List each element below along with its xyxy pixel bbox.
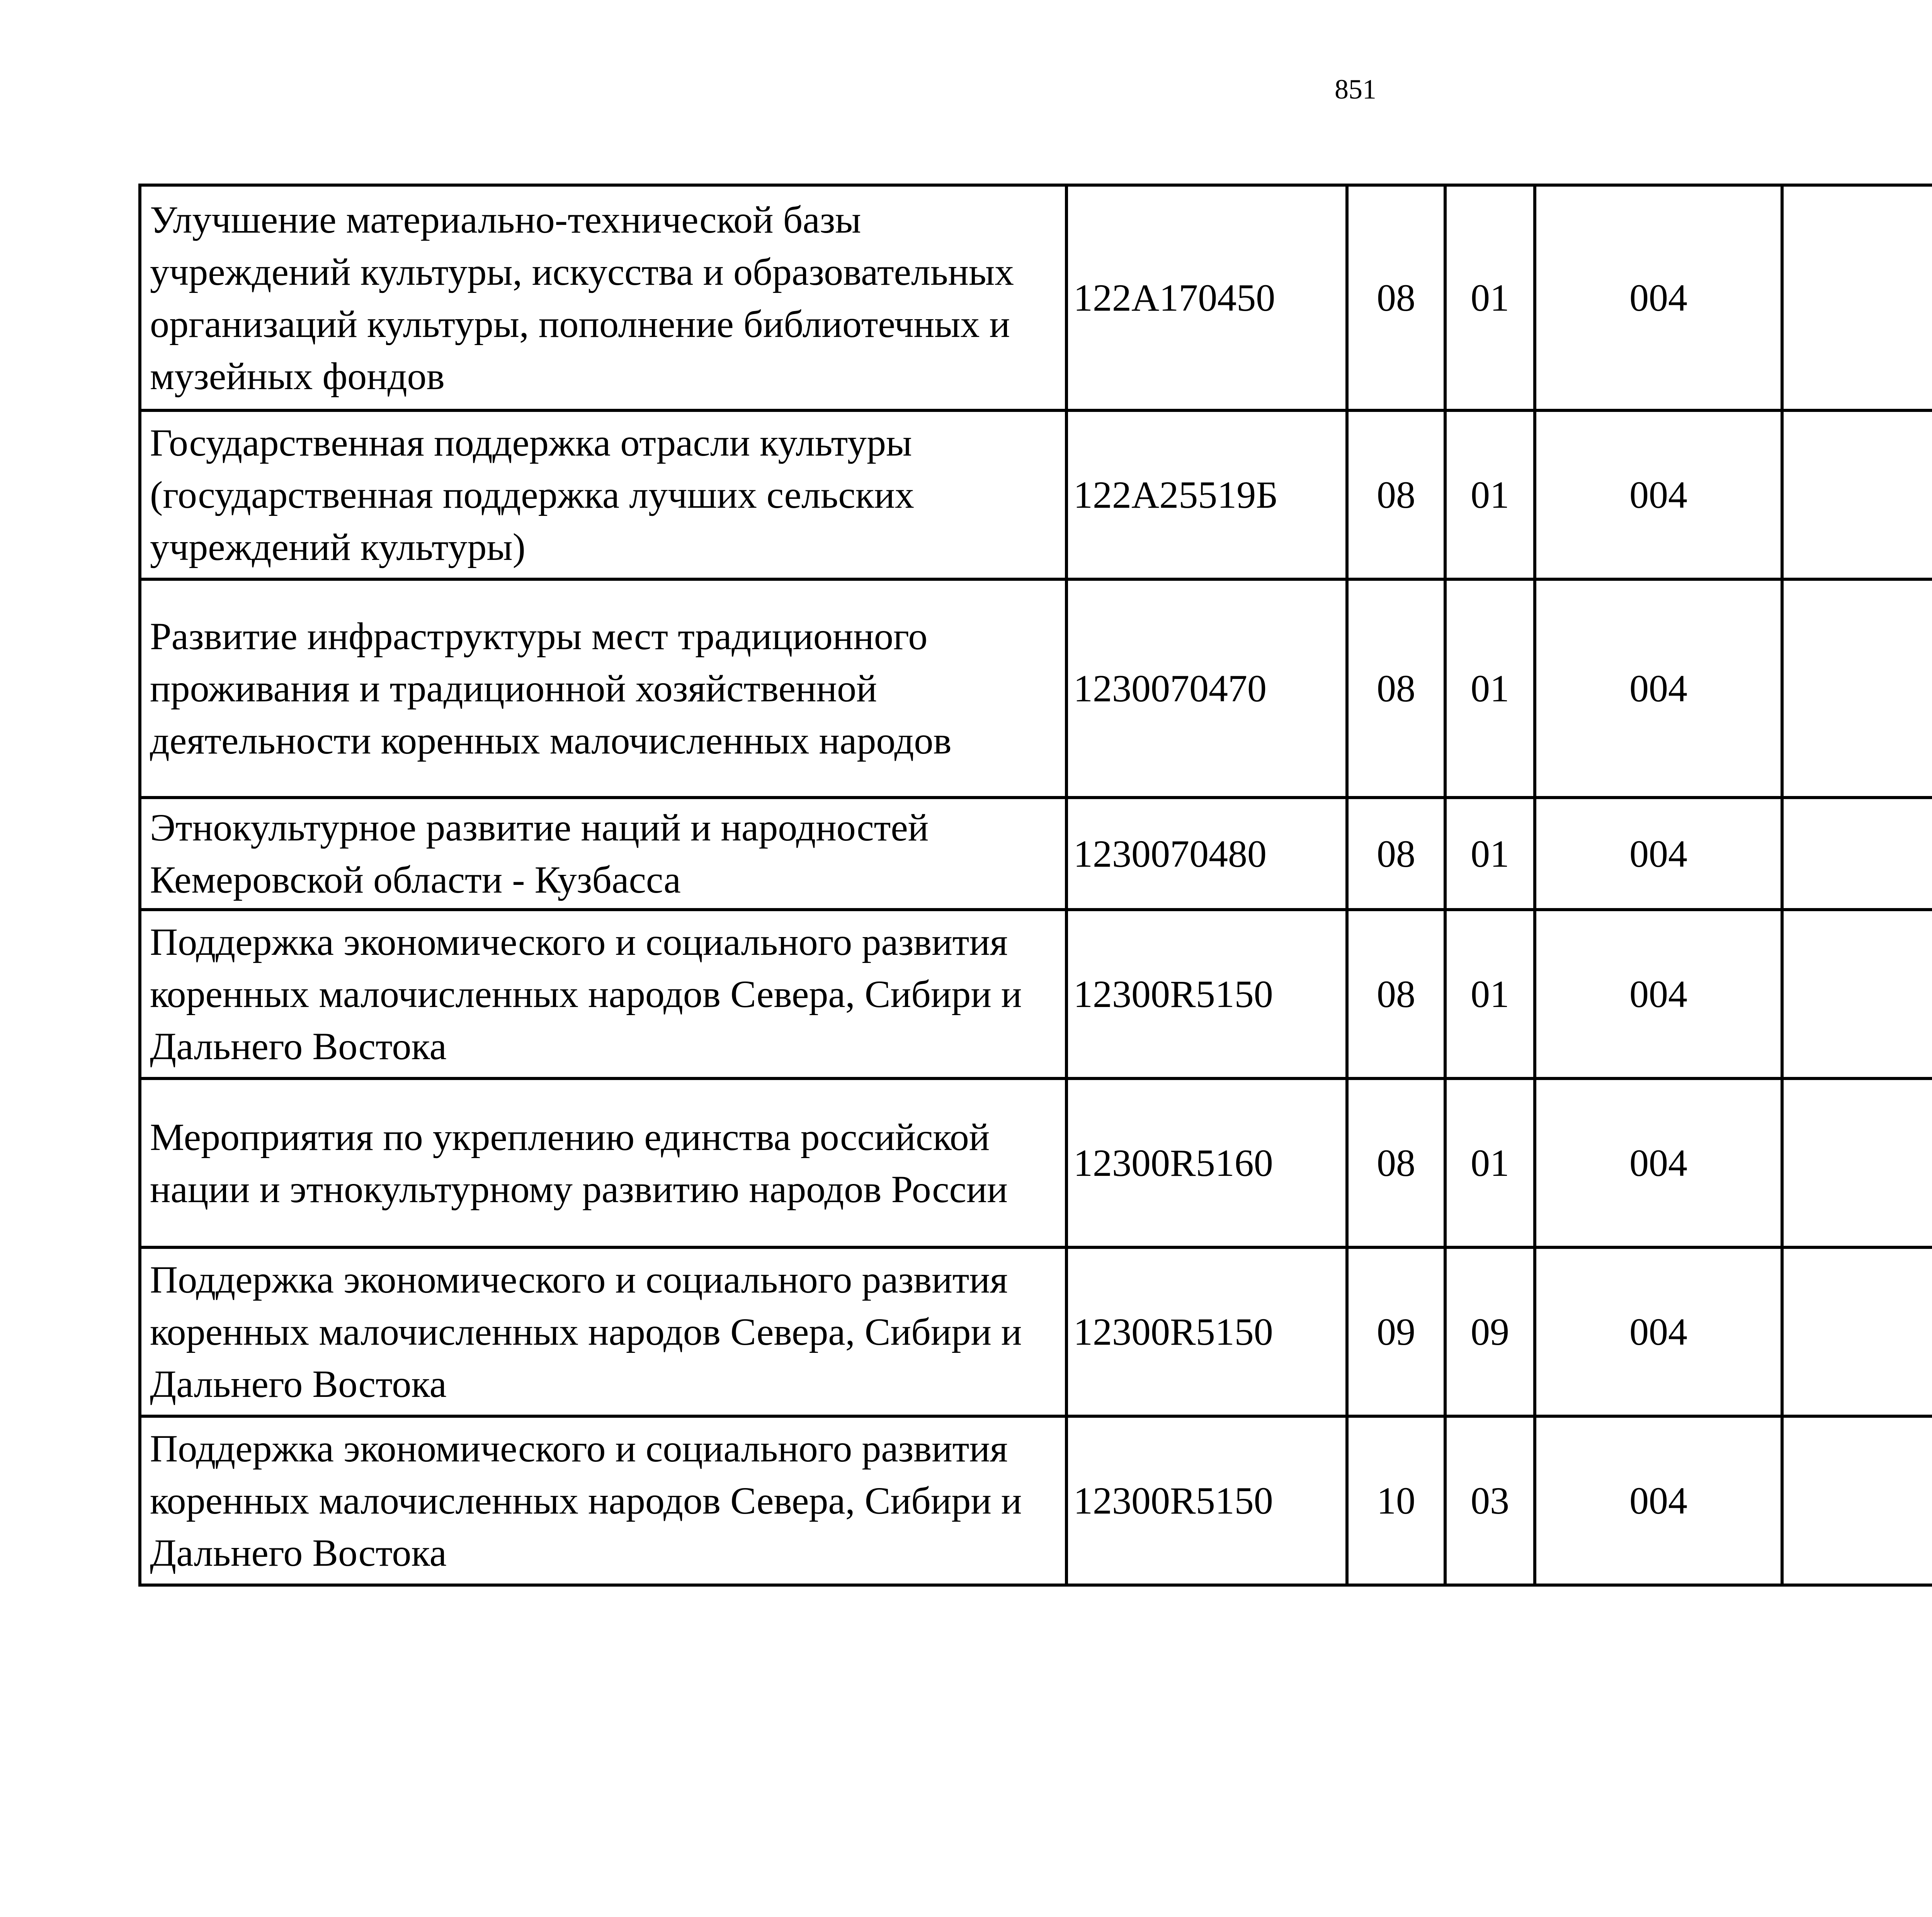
- cell-pr: 03: [1445, 1416, 1535, 1585]
- cell-grbs: 004: [1535, 579, 1782, 798]
- cell-rz: 08: [1347, 410, 1445, 579]
- cell-grbs: 004: [1535, 1247, 1782, 1416]
- cell-sum-1: [1782, 910, 1932, 1078]
- table-row: [140, 910, 1932, 1078]
- table-row: [140, 579, 1932, 798]
- cell-grbs: 004: [1535, 185, 1782, 410]
- cell-pr: 01: [1445, 579, 1535, 798]
- cell-sum-1: [1782, 1247, 1932, 1416]
- cell-sum-1: [1782, 798, 1932, 910]
- cell-rz: 09: [1347, 1247, 1445, 1416]
- cell-grbs: 004: [1535, 798, 1782, 910]
- cell-name: Развитие инфраструктуры мест традиционного проживания и традиционной хозяйственной деятельности коренных малочисленных народов: [140, 579, 1066, 798]
- cell-grbs: 004: [1535, 1416, 1782, 1585]
- cell-sum-1: [1782, 185, 1932, 410]
- cell-csr: 122A170450: [1066, 185, 1347, 410]
- cell-name: Поддержка экономического и социального развития коренных малочисленных народов Севера, Сибири и Дальнего Востока: [140, 1416, 1066, 1585]
- cell-rz: 08: [1347, 1078, 1445, 1247]
- cell-sum-1: [1782, 1416, 1932, 1585]
- cell-csr: 12300R5160: [1066, 1078, 1347, 1247]
- cell-csr: 12300R5150: [1066, 910, 1347, 1078]
- cell-rz: 08: [1347, 185, 1445, 410]
- cell-pr: 01: [1445, 910, 1535, 1078]
- cell-pr: 01: [1445, 410, 1535, 579]
- table-body: [140, 185, 1932, 1585]
- cell-name: Мероприятия по укреплению единства российской нации и этнокультурному развитию народов России: [140, 1078, 1066, 1247]
- cell-grbs: 004: [1535, 910, 1782, 1078]
- cell-name: Этнокультурное развитие наций и народностей Кемеровской области - Кузбасса: [140, 798, 1066, 910]
- cell-name: Государственная поддержка отрасли культуры (государственная поддержка лучших сельских учреждений культуры): [140, 410, 1066, 579]
- cell-pr: 01: [1445, 1078, 1535, 1247]
- cell-pr: 09: [1445, 1247, 1535, 1416]
- cell-name: Улучшение материально-технической базы учреждений культуры, искусства и образовательных организаций культуры, пополнение библиотечных и музейных фондов: [140, 185, 1066, 410]
- cell-csr: 12300R5150: [1066, 1247, 1347, 1416]
- table-row: [140, 410, 1932, 579]
- table-row: [140, 1078, 1932, 1247]
- cell-csr: 122A25519Б: [1066, 410, 1347, 579]
- cell-rz: 08: [1347, 910, 1445, 1078]
- cell-grbs: 004: [1535, 1078, 1782, 1247]
- table-row: [140, 185, 1932, 410]
- cell-csr: 1230070470: [1066, 579, 1347, 798]
- cell-rz: 10: [1347, 1416, 1445, 1585]
- cell-name: Поддержка экономического и социального развития коренных малочисленных народов Севера, Сибири и Дальнего Востока: [140, 910, 1066, 1078]
- cell-pr: 01: [1445, 185, 1535, 410]
- page-number: 851: [1335, 74, 1376, 105]
- budget-table: [138, 184, 1932, 1587]
- cell-rz: 08: [1347, 579, 1445, 798]
- table-row: [140, 1247, 1932, 1416]
- cell-csr: 1230070480: [1066, 798, 1347, 910]
- cell-sum-1: [1782, 410, 1932, 579]
- table-row: [140, 1416, 1932, 1585]
- cell-sum-1: [1782, 1078, 1932, 1247]
- cell-rz: 08: [1347, 798, 1445, 910]
- table-row: [140, 798, 1932, 910]
- cell-name: Поддержка экономического и социального развития коренных малочисленных народов Севера, Сибири и Дальнего Востока: [140, 1247, 1066, 1416]
- cell-csr: 12300R5150: [1066, 1416, 1347, 1585]
- cell-grbs: 004: [1535, 410, 1782, 579]
- cell-pr: 01: [1445, 798, 1535, 910]
- cell-sum-1: [1782, 579, 1932, 798]
